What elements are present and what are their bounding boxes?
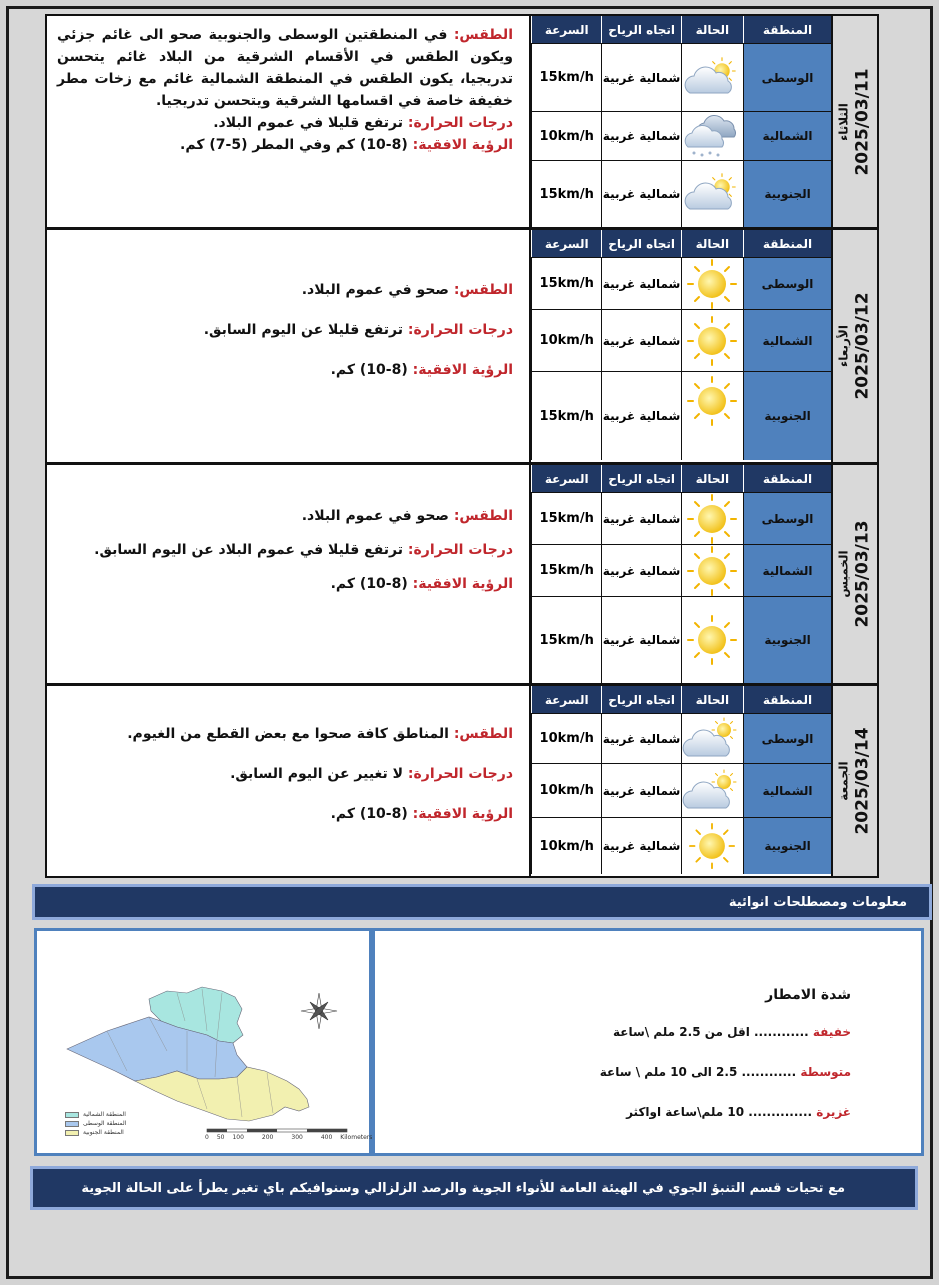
visibility-label: الرؤية الافقية:: [412, 806, 513, 822]
date-column: [831, 463, 879, 685]
partly-cloudy-icon: [681, 714, 743, 763]
header-direction: اتجاه الرياح: [601, 230, 680, 257]
day-description: [47, 16, 529, 227]
region-cell: الشمالية: [743, 764, 831, 817]
weather-label: الطقس:: [453, 282, 513, 298]
header-state: الحالة: [681, 230, 743, 257]
rain-key: خفيفة: [812, 1025, 851, 1039]
date-column: [831, 684, 879, 878]
header-state: الحالة: [681, 16, 743, 43]
rain-item: [626, 1105, 851, 1119]
temp-label: درجات الحرارة:: [407, 542, 513, 558]
speed-cell: 15km/h: [531, 493, 601, 544]
header-speed: السرعة: [531, 16, 601, 43]
day-block: [45, 228, 879, 464]
header-region: المنطقة: [743, 230, 831, 257]
header-speed: السرعة: [531, 230, 601, 257]
temp-text: ترتفع قليلا في عموم البلاد.: [213, 115, 404, 131]
weather-text: صحو في عموم البلاد.: [301, 508, 449, 524]
day-block: [45, 684, 879, 878]
rain-key: متوسطة: [800, 1065, 851, 1079]
footer-bar: [30, 1166, 918, 1210]
scale-label: 100: [232, 1134, 244, 1141]
rain-item: [613, 1025, 851, 1039]
weather-label: الطقس:: [453, 508, 513, 524]
partly-cloudy-icon: [681, 44, 743, 111]
day-description: [47, 465, 529, 683]
region-cell: الجنوبية: [743, 372, 831, 460]
region-cell: الوسطى: [743, 493, 831, 544]
region-cell: الجنوبية: [743, 597, 831, 683]
region-table: [529, 230, 831, 462]
visibility-label: الرؤية الافقية:: [412, 576, 513, 592]
table-row: [531, 258, 831, 310]
table-row: [531, 818, 831, 874]
day-block: [45, 14, 879, 229]
header-region: المنطقة: [743, 686, 831, 713]
direction-cell: شمالية غربية: [601, 714, 680, 763]
sun-icon: [681, 258, 743, 309]
map-panel: [34, 928, 372, 1156]
header-speed: السرعة: [531, 686, 601, 713]
visibility-text: (8-10) كم.: [330, 362, 408, 378]
speed-cell: 10km/h: [531, 764, 601, 817]
partly-cloudy-icon: [681, 161, 743, 227]
temp-text: لا تغيير عن اليوم السابق.: [230, 766, 404, 782]
speed-cell: 15km/h: [531, 372, 601, 460]
date-text: 2025/03/13: [853, 520, 874, 628]
region-table: [529, 16, 831, 227]
table-row: [531, 112, 831, 161]
table-header: [531, 230, 831, 258]
direction-cell: شمالية غربية: [601, 44, 680, 111]
date-text: 2025/03/12: [853, 292, 874, 400]
region-cell: الشمالية: [743, 310, 831, 371]
table-row: [531, 372, 831, 460]
date-text: 2025/03/14: [853, 727, 874, 835]
scale-label: 200: [261, 1134, 274, 1141]
scale-label: 0: [205, 1134, 209, 1141]
table-row: [531, 493, 831, 545]
weather-label: الطقس:: [453, 27, 513, 43]
direction-cell: شمالية غربية: [601, 161, 680, 227]
day-name: الخميس: [837, 550, 852, 598]
visibility-label: الرؤية الافقية:: [412, 137, 513, 153]
direction-cell: شمالية غربية: [601, 597, 680, 683]
visibility-text: (8-10) كم وفي المطر (5-7) كم.: [180, 137, 408, 153]
header-state: الحالة: [681, 686, 743, 713]
day-block: [45, 463, 879, 685]
legend-swatch: [65, 1121, 79, 1127]
sun-icon: [681, 493, 743, 544]
table-row: [531, 714, 831, 764]
weather-text: في المنطقتين الوسطى والجنوبية صحو الى غائم جزئي ويكون الطقس في الأقسام الشرقية من البلاد غائم يتحسن تدريجيا، يكون الطقس في المنطقة الشمالية غائم مع زخات مطر خفيفة خاصة في اقسامها الشرقية ويتحسن تدريجيا.: [57, 27, 513, 109]
weather-label: الطقس:: [453, 726, 513, 742]
table-header: [531, 16, 831, 44]
rain-text: .............. 10 ملم\ساعة اواكثر: [626, 1105, 813, 1119]
header-state: الحالة: [681, 465, 743, 492]
direction-cell: شمالية غربية: [601, 310, 680, 371]
region-cell: الجنوبية: [743, 161, 831, 227]
table-row: [531, 161, 831, 227]
region-cell: الشمالية: [743, 545, 831, 596]
visibility-label: الرؤية الافقية:: [412, 362, 513, 378]
sun-icon: [681, 372, 743, 460]
info-bar: [32, 884, 932, 920]
scale-labels: [205, 1134, 372, 1141]
direction-cell: شمالية غربية: [601, 818, 680, 874]
temp-label: درجات الحرارة:: [407, 115, 513, 131]
scale-label: 400: [320, 1134, 333, 1141]
day-name: الثلاثاء: [837, 102, 852, 141]
day-name: الأربعاء: [837, 325, 852, 367]
cloudy-rain-icon: [681, 112, 743, 160]
footer-text: مع تحيات قسم التنبؤ الجوي في الهيئة العامة للأنواء الجوية والرصد الزلزالي وسنوافيكم باي تغير يطرأ على الحالة الجوية: [81, 1180, 845, 1196]
speed-cell: 10km/h: [531, 310, 601, 371]
sun-icon: [681, 597, 743, 683]
legend-label: المنطقة الشمالية: [83, 1111, 126, 1118]
temp-text: ترتفع قليلا عن اليوم السابق.: [203, 322, 404, 338]
header-region: المنطقة: [743, 16, 831, 43]
date-text: 2025/03/11: [853, 67, 874, 176]
region-cell: الجنوبية: [743, 818, 831, 874]
region-cell: الوسطى: [743, 714, 831, 763]
header-direction: اتجاه الرياح: [601, 465, 680, 492]
rain-key: غزيرة: [816, 1105, 851, 1119]
table-row: [531, 310, 831, 372]
region-table: [529, 465, 831, 683]
speed-cell: 15km/h: [531, 258, 601, 309]
visibility-text: (8-10) كم.: [330, 806, 408, 822]
speed-cell: 15km/h: [531, 161, 601, 227]
direction-cell: شمالية غربية: [601, 764, 680, 817]
speed-cell: 15km/h: [531, 44, 601, 111]
day-description: [47, 230, 529, 462]
temp-label: درجات الحرارة:: [407, 766, 513, 782]
rain-text: ............ 2.5 الى 10 ملم \ ساعة: [599, 1065, 797, 1079]
scale-unit: Kilometers: [340, 1134, 373, 1141]
info-bar-title: معلومات ومصطلحات انوائية: [728, 894, 907, 910]
sun-icon: [681, 310, 743, 371]
header-speed: السرعة: [531, 465, 601, 492]
rain-item: [600, 1065, 851, 1079]
speed-cell: 10km/h: [531, 818, 601, 874]
table-row: [531, 44, 831, 112]
region-table: [529, 686, 831, 876]
scale-label: 300: [291, 1134, 303, 1141]
date-column: [831, 14, 879, 229]
day-name: الجمعة: [837, 761, 852, 801]
table-header: [531, 686, 831, 714]
day-description: [47, 686, 529, 876]
scale-label: 50: [216, 1134, 225, 1141]
direction-cell: شمالية غربية: [601, 493, 680, 544]
speed-cell: 15km/h: [531, 545, 601, 596]
visibility-text: (8-10) كم.: [330, 576, 408, 592]
rain-text: ............ اقل من 2.5 ملم \ساعة: [613, 1025, 809, 1039]
header-direction: اتجاه الرياح: [601, 16, 680, 43]
weather-text: المناطق كافة صحوا مع بعض القطع من الغيوم.: [127, 726, 449, 742]
region-cell: الوسطى: [743, 44, 831, 111]
speed-cell: 10km/h: [531, 714, 601, 763]
temp-text: ترتفع قليلا في عموم البلاد عن اليوم السابق.: [94, 542, 404, 558]
temp-label: درجات الحرارة:: [407, 322, 513, 338]
region-cell: الشمالية: [743, 112, 831, 160]
table-header: [531, 465, 831, 493]
legend-swatch: [65, 1112, 79, 1118]
legend-label: المنطقة الوسطى: [83, 1120, 127, 1127]
sun-icon: [681, 818, 743, 874]
legend-label: المنطقة الجنوبية: [83, 1129, 124, 1136]
map-legend-item: [65, 1111, 126, 1118]
direction-cell: شمالية غربية: [601, 545, 680, 596]
header-direction: اتجاه الرياح: [601, 686, 680, 713]
table-row: [531, 597, 831, 683]
direction-cell: شمالية غربية: [601, 112, 680, 160]
weather-text: صحو في عموم البلاد.: [301, 282, 449, 298]
table-row: [531, 545, 831, 597]
direction-cell: شمالية غربية: [601, 372, 680, 460]
map-legend-item: [65, 1120, 126, 1127]
header-region: المنطقة: [743, 465, 831, 492]
direction-cell: شمالية غربية: [601, 258, 680, 309]
region-cell: الوسطى: [743, 258, 831, 309]
speed-cell: 10km/h: [531, 112, 601, 160]
partly-cloudy-icon: [681, 764, 743, 817]
map-legend-item: [65, 1129, 124, 1136]
sun-icon: [681, 545, 743, 596]
table-row: [531, 764, 831, 818]
rain-legend-panel: [372, 928, 924, 1156]
speed-cell: 15km/h: [531, 597, 601, 683]
date-column: [831, 228, 879, 464]
rain-title: شدة الامطار: [765, 987, 851, 1003]
legend-swatch: [65, 1130, 79, 1136]
